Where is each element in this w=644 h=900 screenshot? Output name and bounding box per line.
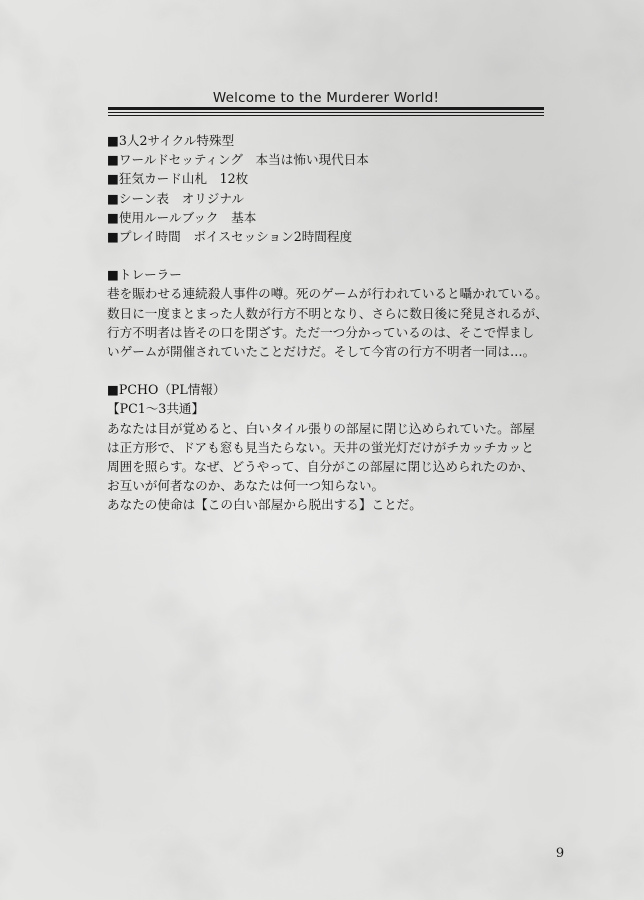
trailer-section (107, 265, 557, 361)
trailer-heading: ■トレーラー (107, 267, 182, 283)
page-number: 9 (555, 846, 565, 861)
pcho-section (107, 380, 557, 514)
overview-item: ■シーン表 オリジナル (107, 190, 244, 206)
header-rule-thick-line (108, 107, 544, 110)
header-rule-thin-line (108, 112, 544, 113)
pcho-heading: ■PCHO（PL情報） (107, 382, 226, 398)
trailer-line: いゲームが開催されていたことだけだ。そして今宵の行方不明者一同は…。 (107, 344, 536, 360)
overview-section (107, 131, 557, 246)
pcho-line: あなたは目が覚めると、白いタイル張りの部屋に閉じ込められていた。部屋 (107, 420, 535, 436)
header-rule (108, 107, 544, 116)
pcho-line: 周囲を照らす。なぜ、どうやって、自分がこの部屋に閉じ込められたのか、 (107, 459, 534, 475)
header-rule-thin-line (108, 115, 544, 116)
pcho-subheading: 【PC1～3共通】 (107, 401, 205, 417)
overview-item: ■狂気カード山札 12枚 (107, 171, 249, 187)
scenario-body (107, 131, 557, 515)
trailer-line: 行方不明者は皆その口を閉ざす。ただ一つ分かっているのは、そこで悍まし (107, 324, 535, 340)
running-header-title: Welcome to the Murderer World! (212, 90, 440, 106)
overview-item: ■使用ルールブック 基本 (107, 209, 257, 225)
overview-item: ■ワールドセッティング 本当は怖い現代日本 (107, 152, 369, 168)
pcho-line: あなたの使命は【この白い部屋から脱出する】ことだ。 (107, 497, 422, 513)
pcho-line: は正方形で、ドアも窓も見当たらない。天井の蛍光灯だけがチカッチカッと (107, 439, 534, 455)
trailer-line: 数日に一度まとまった人数が行方不明となり、さらに数日後に発見されるが、 (107, 305, 548, 321)
trailer-line: 巷を賑わせる連続殺人事件の噂。死のゲームが行われていると囁かれている。 (107, 286, 548, 302)
section-spacer (107, 361, 557, 380)
overview-item: ■プレイ時間 ボイスセッション2時間程度 (107, 229, 353, 245)
section-spacer (107, 246, 557, 265)
overview-item: ■3人2サイクル特殊型 (107, 133, 235, 148)
pcho-line: お互いが何者なのか、あなたは何一つ知らない。 (107, 478, 385, 494)
